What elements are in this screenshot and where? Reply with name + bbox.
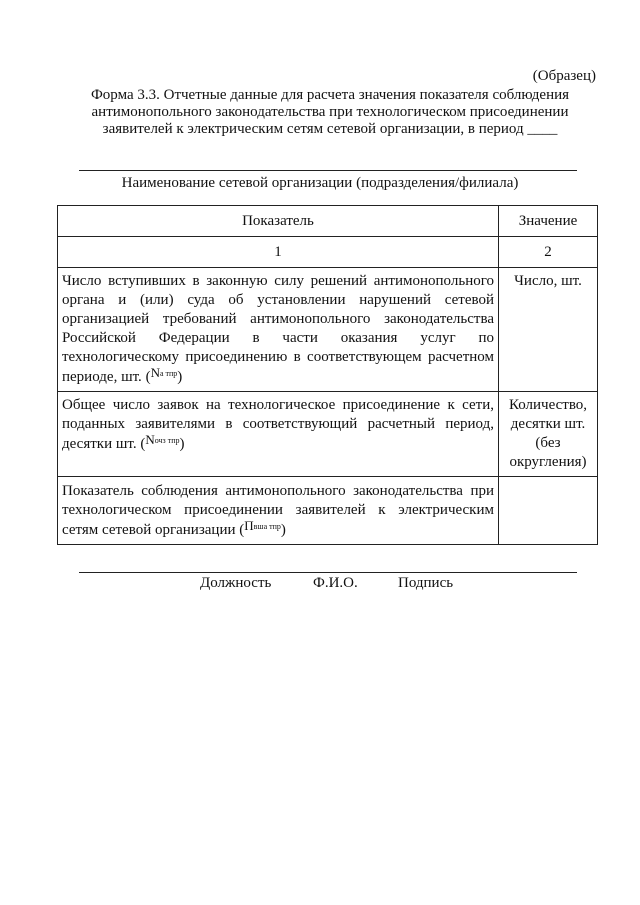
header-value: Значение [499,206,598,237]
column-number: 2 [499,237,598,268]
column-number: 1 [58,237,499,268]
table-row [58,268,598,392]
org-name-line [79,170,577,171]
table-number-row [58,237,598,268]
value-cell: Количество, десятки шт. (без округления) [499,392,598,477]
report-table [57,205,598,545]
table-row [58,392,598,477]
indicator-cell [58,268,499,392]
indicator-text: Общее число заявок на технологическое присоединение к сети, поданных заявителями в соответствующий расчетный период, десятки шт. [62,397,494,452]
table-row [58,477,598,545]
form-title [70,87,590,138]
indicator-cell [58,477,499,545]
indicator-symbol: $(N^{a тпр})$ [145,365,183,385]
indicator-text: Показатель соблюдения антимонопольного законодательства при технологическом присоединении заявителей к электрическим сетям сетевой организации [62,483,494,538]
symbol-main: N [150,365,160,380]
signature-position-label: Должность [200,575,272,591]
symbol-subscript: a тпр [159,369,178,378]
indicator-text: Число вступивших в законную силу решений антимонопольного органа и (или) суда об установлении нарушений сетевой организацией требований антимонопольного законодательства Российской Федерации в части оказания услуг по технологическому присоединению в соответствующем расчетном периоде, шт. [62,273,494,385]
symbol-subscript: вша тпр [253,522,281,531]
header-indicator: Показатель [58,206,499,237]
signature-line [79,572,577,573]
signature-sign-label: Подпись [398,575,454,591]
sample-label: (Образец) [532,68,596,84]
indicator-symbol: $(П^{вша тпр})$ [239,518,286,538]
table-header-row [58,206,598,237]
value-cell: Число, шт. [499,268,598,392]
signature-name-label: Ф.И.О. [313,575,358,591]
symbol-main: N [145,432,155,447]
title-line: Форма 3.3. Отчетные данные для расчета значения показателя соблюдения [90,87,570,103]
indicator-cell [58,392,499,477]
title-line: заявителей к электрическим сетям сетевой организации, в период ____ [102,121,558,137]
symbol-subscript: очз тпр [154,436,180,445]
symbol-main: П [244,518,254,533]
value-cell [499,477,598,545]
title-line: антимонопольного законодательства при технологическом присоединении [91,104,569,120]
indicator-symbol: $(N^{очз тпр})$ [140,432,185,452]
org-name-caption: Наименование сетевой организации (подразделения/филиала) [121,175,519,191]
